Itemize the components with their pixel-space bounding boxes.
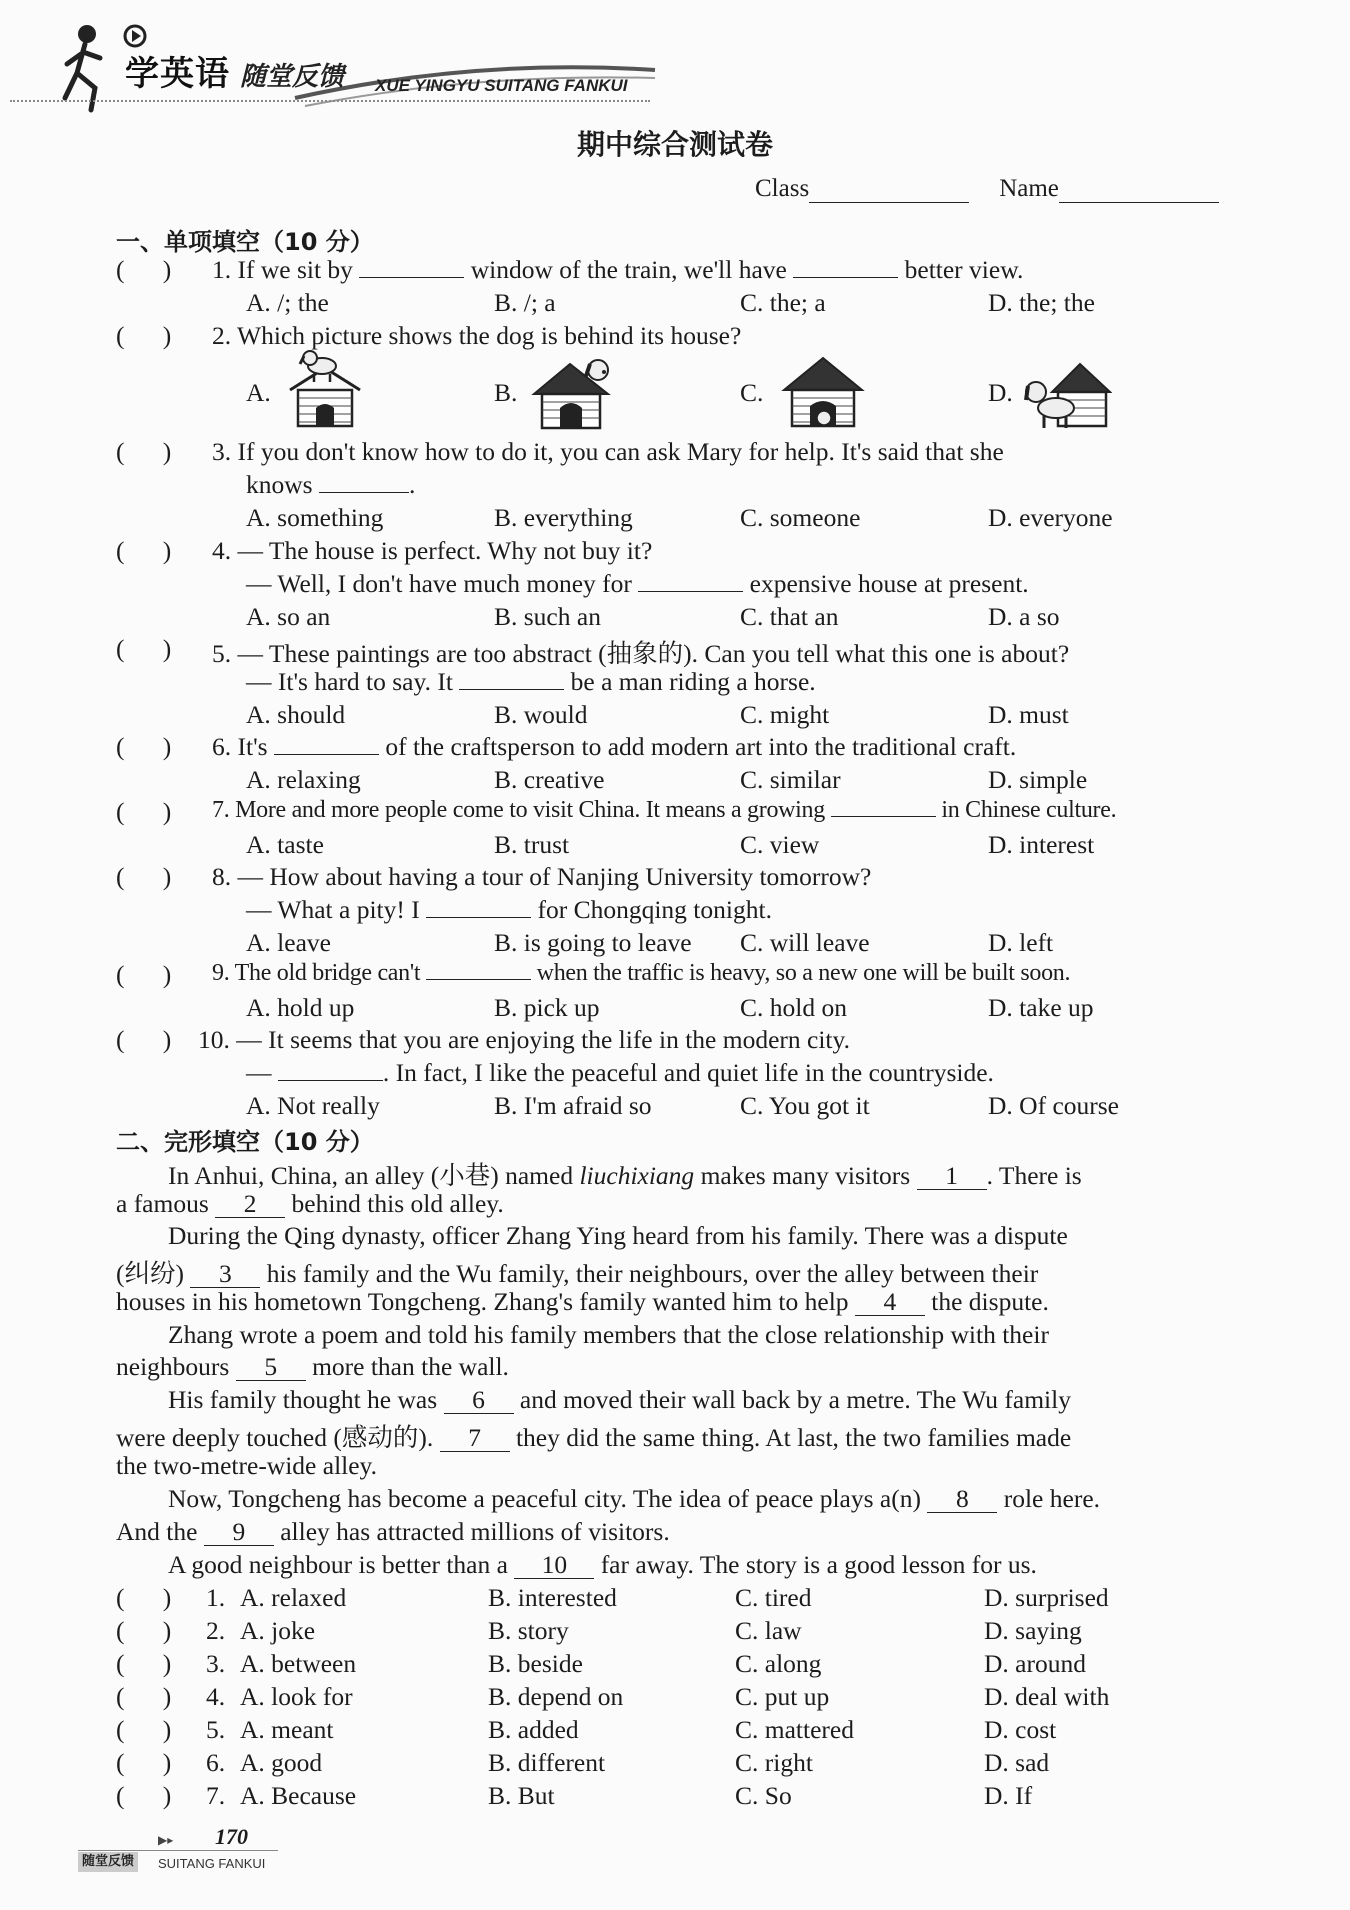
option-d: D. cost	[984, 1715, 1057, 1744]
blank[interactable]: 9	[204, 1519, 274, 1546]
option-a: A. hold up	[246, 993, 355, 1022]
name-field[interactable]	[1059, 176, 1219, 203]
doghouse-dog-behind-picture	[528, 352, 618, 432]
option-d: D. everyone	[988, 503, 1113, 532]
option-d: D. simple	[988, 765, 1088, 794]
answer-paren[interactable]: ( )	[116, 634, 172, 663]
option-b: B. /; a	[494, 288, 556, 317]
passage-line: Zhang wrote a poem and told his family members that the close relationship with their	[168, 1320, 1049, 1349]
answer-paren[interactable]: ( )	[116, 862, 172, 891]
question-number: 1.	[206, 1583, 226, 1612]
option-a: A. Because	[240, 1781, 357, 1810]
blank[interactable]	[638, 591, 743, 592]
answer-paren[interactable]: ( )	[116, 321, 172, 350]
passage-line: the two-metre-wide alley.	[116, 1451, 378, 1480]
page-number: 170	[215, 1824, 248, 1849]
option-b: B. I'm afraid so	[494, 1091, 652, 1120]
option-d: D. interest	[988, 830, 1095, 859]
question-text: 9. The old bridge can't when the traffic is heavy, so a new one will be built soon.	[212, 960, 1071, 986]
question-text: 1. If we sit by window of the train, we'll have better view.	[212, 255, 1024, 284]
name-label: Name	[999, 175, 1059, 202]
option-a: A. relaxing	[246, 765, 361, 794]
option-c: C. put up	[735, 1682, 830, 1711]
option-d: D. If	[984, 1781, 1033, 1810]
logo-subtitle: 随堂反馈	[240, 62, 345, 92]
question-number: 6.	[206, 1748, 226, 1777]
answer-paren[interactable]: ( )	[116, 1025, 172, 1054]
option-b: B. is going to leave	[494, 928, 692, 957]
option-d: D.	[988, 378, 1013, 407]
question-text-cont: knows .	[246, 470, 416, 499]
page-title: 期中综合测试卷	[576, 128, 773, 161]
blank[interactable]: 6	[444, 1387, 514, 1414]
passage-line: In Anhui, China, an alley (小巷) named liuchixiang makes many visitors 1 . There is	[168, 1161, 1082, 1190]
option-c: C. that an	[740, 602, 839, 631]
answer-paren[interactable]: ( )	[116, 1649, 172, 1678]
option-c: C. hold on	[740, 993, 847, 1022]
option-c: C. someone	[740, 503, 861, 532]
question-text: 4. — The house is perfect. Why not buy it?	[212, 536, 653, 565]
blank[interactable]	[319, 492, 409, 493]
option-d: D. around	[984, 1649, 1086, 1678]
option-a: A. meant	[240, 1715, 334, 1744]
passage-line: His family thought he was 6 and moved their wall back by a metre. The Wu family	[168, 1385, 1071, 1414]
passage-line: During the Qing dynasty, officer Zhang Ying heard from his family. There was a dispute	[168, 1221, 1068, 1250]
class-name-fields	[755, 175, 1219, 203]
question-number: 4.	[206, 1682, 226, 1711]
answer-paren[interactable]: ( )	[116, 732, 172, 761]
passage-line: a famous 2 behind this old alley.	[116, 1189, 504, 1218]
class-field[interactable]	[809, 176, 969, 203]
question-text: 10. — It seems that you are enjoying the life in the modern city.	[198, 1025, 850, 1054]
option-b: B. would	[494, 700, 588, 729]
option-c: C. will leave	[740, 928, 870, 957]
blank[interactable]: 10	[514, 1552, 594, 1579]
blank[interactable]	[831, 816, 936, 817]
blank[interactable]: 1	[917, 1163, 987, 1190]
question-text: 2. Which picture shows the dog is behind its house?	[212, 321, 742, 350]
option-a: A. leave	[246, 928, 331, 957]
blank[interactable]: 2	[215, 1191, 285, 1218]
class-label: Class	[755, 175, 810, 202]
answer-paren[interactable]: ( )	[116, 1715, 172, 1744]
option-d: D. a so	[988, 602, 1060, 631]
header-logo	[55, 18, 665, 118]
option-a: A. Not really	[246, 1091, 380, 1120]
option-b: B. trust	[494, 830, 570, 859]
footer-divider	[78, 1850, 278, 1851]
option-a: A. between	[240, 1649, 357, 1678]
passage-line: And the 9 alley has attracted millions of visitors.	[116, 1517, 670, 1546]
option-c: C. So	[735, 1781, 792, 1810]
question-text: 3. If you don't know how to do it, you can ask Mary for help. It's said that she	[212, 437, 1004, 466]
footer-subtitle: SUITANG FANKUI	[158, 1856, 266, 1871]
option-b: B. interested	[488, 1583, 617, 1612]
option-d: D. must	[988, 700, 1069, 729]
answer-paren[interactable]: ( )	[116, 1616, 172, 1645]
blank[interactable]	[459, 689, 564, 690]
answer-paren[interactable]: ( )	[116, 1682, 172, 1711]
option-d: D. deal with	[984, 1682, 1110, 1711]
passage-line: A good neighbour is better than a 10 far away. The story is a good lesson for us.	[168, 1550, 1037, 1579]
answer-paren[interactable]: ( )	[116, 960, 172, 989]
blank[interactable]	[426, 917, 531, 918]
blank[interactable]: 3	[190, 1261, 260, 1288]
blank[interactable]	[274, 754, 379, 755]
option-a: A. look for	[240, 1682, 353, 1711]
option-b: B. pick up	[494, 993, 600, 1022]
question-text-cont: — . In fact, I like the peaceful and quiet life in the countryside.	[246, 1058, 994, 1087]
logo-pinyin: XUE YINGYU SUITANG FANKUI	[375, 76, 628, 95]
passage-line: houses in his hometown Tongcheng. Zhang's family wanted him to help 4 the dispute.	[116, 1287, 1049, 1316]
question-number: 3.	[206, 1649, 226, 1678]
blank[interactable]	[359, 277, 464, 278]
option-d: D. surprised	[984, 1583, 1109, 1612]
option-c: C. right	[735, 1748, 813, 1777]
blank[interactable]: 7	[440, 1425, 510, 1452]
blank[interactable]: 4	[855, 1289, 925, 1316]
option-b: B. beside	[488, 1649, 583, 1678]
option-c: C. view	[740, 830, 820, 859]
doghouse-dog-on-roof-picture	[280, 350, 370, 430]
option-d: D. sad	[984, 1748, 1050, 1777]
option-b: B. everything	[494, 503, 633, 532]
option-b: B. added	[488, 1715, 579, 1744]
question-text: 7. More and more people come to visit China. It means a growing in Chinese culture.	[212, 797, 1117, 823]
passage-line: neighbours 5 more than the wall.	[116, 1352, 509, 1381]
section2-heading: 二、完形填空（10 分）	[116, 1128, 374, 1156]
passage-line: (纠纷) 3 his family and the Wu family, their neighbours, over the alley between their	[116, 1259, 1039, 1288]
question-text: 6. It's of the craftsperson to add modern art into the traditional craft.	[212, 732, 1017, 761]
passage-line: Now, Tongcheng has become a peaceful city. The idea of peace plays a(n) 8 role here.	[168, 1484, 1101, 1513]
option-c: C. You got it	[740, 1091, 870, 1120]
question-text: 5. — These paintings are too abstract (抽象的). Can you tell what this one is about?	[212, 639, 1070, 668]
question-text-cont: — Well, I don't have much money for expensive house at present.	[246, 569, 1029, 598]
question-text-cont: — It's hard to say. It be a man riding a horse.	[246, 667, 816, 696]
option-a: A. good	[240, 1748, 323, 1777]
option-c: C. the; a	[740, 288, 826, 317]
option-c: C.	[740, 378, 764, 407]
blank[interactable]: 8	[927, 1486, 997, 1513]
option-b: B. story	[488, 1616, 569, 1645]
option-a: A. something	[246, 503, 384, 532]
logo-title: 学英语	[125, 54, 230, 94]
option-a: A.	[246, 378, 271, 407]
option-b: B. different	[488, 1748, 606, 1777]
option-c: C. law	[735, 1616, 802, 1645]
question-number: 2.	[206, 1616, 226, 1645]
answer-paren[interactable]: ( )	[116, 536, 172, 565]
question-number: 7.	[206, 1781, 226, 1810]
answer-paren[interactable]: ( )	[116, 1781, 172, 1810]
option-b: B. depend on	[488, 1682, 624, 1711]
blank[interactable]: 5	[236, 1354, 306, 1381]
option-c: C. along	[735, 1649, 822, 1678]
option-b: B. such an	[494, 602, 601, 631]
option-a: A. joke	[240, 1616, 316, 1645]
answer-paren[interactable]: ( )	[116, 437, 172, 466]
blank[interactable]	[278, 1080, 383, 1081]
answer-paren[interactable]: ( )	[116, 1583, 172, 1612]
answer-paren[interactable]: ( )	[116, 1748, 172, 1777]
question-text: 8. — How about having a tour of Nanjing University tomorrow?	[212, 862, 872, 891]
option-c: C. might	[740, 700, 830, 729]
option-d: D. saying	[984, 1616, 1082, 1645]
option-b: B. creative	[494, 765, 605, 794]
blank[interactable]	[793, 277, 898, 278]
option-a: A. relaxed	[240, 1583, 347, 1612]
option-c: C. similar	[740, 765, 841, 794]
passage-line: were deeply touched (感动的). 7 they did the same thing. At last, the two families made	[116, 1423, 1072, 1452]
option-d: D. take up	[988, 993, 1094, 1022]
doghouse-dog-inside-picture	[778, 350, 868, 430]
question-number: 5.	[206, 1715, 226, 1744]
option-b: B. But	[488, 1781, 555, 1810]
option-d: D. left	[988, 928, 1054, 957]
header-divider	[10, 100, 650, 102]
option-d: D. Of course	[988, 1091, 1119, 1120]
answer-paren[interactable]: ( )	[116, 797, 172, 826]
option-b: B.	[494, 378, 518, 407]
option-a: A. taste	[246, 830, 324, 859]
arrow-icon: ▶▸	[158, 1833, 174, 1847]
option-a: A. /; the	[246, 288, 329, 317]
option-d: D. the; the	[988, 288, 1095, 317]
option-a: A. should	[246, 700, 346, 729]
doghouse-dog-front-picture	[1022, 352, 1112, 432]
option-a: A. so an	[246, 602, 331, 631]
blank[interactable]	[426, 979, 531, 980]
footer-tag: 随堂反馈	[78, 1852, 138, 1872]
question-text-cont: — What a pity! I for Chongqing tonight.	[246, 895, 772, 924]
option-c: C. tired	[735, 1583, 812, 1612]
option-c: C. mattered	[735, 1715, 854, 1744]
answer-paren[interactable]: ( )	[116, 255, 172, 284]
section1-heading: 一、单项填空（10 分）	[116, 228, 374, 256]
